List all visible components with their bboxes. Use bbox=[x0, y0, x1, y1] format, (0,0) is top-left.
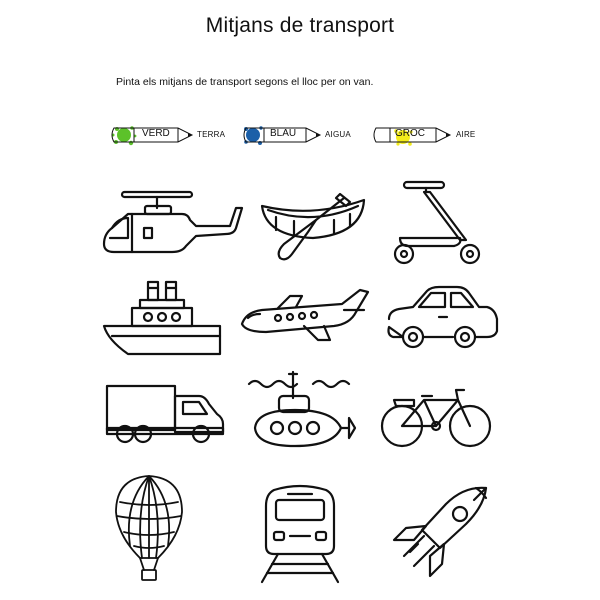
instruction-text: Pinta els mitjans de transport segons el lloc per on van. bbox=[116, 76, 374, 88]
train-icon bbox=[250, 484, 350, 589]
bicycle-icon bbox=[380, 386, 492, 456]
hot-air-balloon-icon bbox=[112, 472, 187, 589]
ship-icon bbox=[100, 278, 225, 363]
helicopter-icon bbox=[100, 188, 245, 268]
legend-place-name: AIGUA bbox=[325, 130, 351, 139]
scooter-icon bbox=[390, 178, 490, 275]
canoe-icon bbox=[258, 190, 368, 270]
car-icon bbox=[383, 285, 501, 360]
rocket-icon bbox=[390, 484, 490, 579]
legend-color-name: GROC bbox=[395, 128, 425, 139]
legend-color-name: VERD bbox=[142, 128, 170, 139]
airplane-icon bbox=[238, 288, 373, 348]
truck-icon bbox=[103, 384, 228, 451]
legend-color-name: BLAU bbox=[270, 128, 297, 139]
color-legend bbox=[0, 123, 600, 153]
legend-place-name: TERRA bbox=[197, 130, 226, 139]
legend-item-verd bbox=[108, 123, 238, 147]
submarine-icon bbox=[245, 370, 360, 457]
legend-item-groc bbox=[370, 123, 500, 147]
page-title: Mitjans de transport bbox=[205, 14, 395, 37]
legend-item-blau bbox=[240, 123, 370, 147]
legend-place-name: AIRE bbox=[456, 130, 476, 139]
